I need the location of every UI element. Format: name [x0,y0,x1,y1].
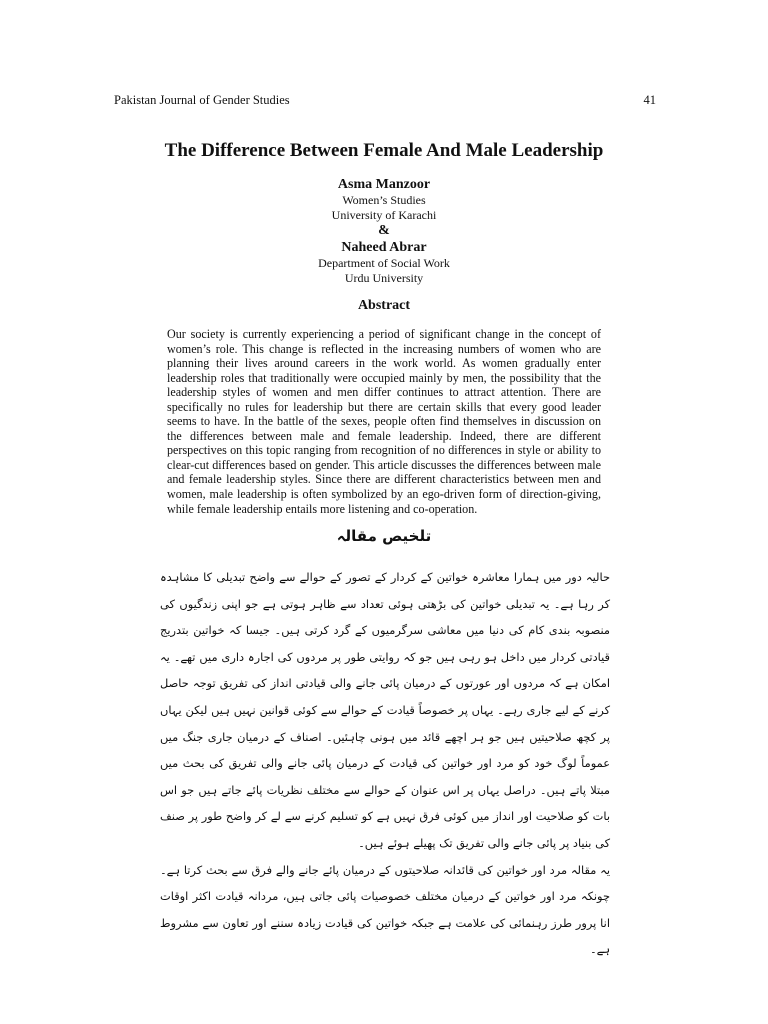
urdu-summary-body [160,564,610,963]
abstract-heading: Abstract [357,298,411,313]
author-institution: University of Karachi [331,208,437,222]
article-title: The Difference Between Female And Male Leadership [164,140,604,161]
author-institution: Urdu University [344,271,424,285]
abstract-text: Our society is currently experiencing a period of significant change in the concept of women’s role. This change is reflected in the increasing numbers of women who are planning their lives around careers in the work world. As women gradually enter leadership roles that traditionally were occupied mainly by men, the possibility that the leadership styles of women and men differ continues to attract attention. There are specifically no rules for leadership but there are certain skills that every good leader seems to have. In the battle of the sexes, people often find themselves in discussion on the differences between male and female leadership. Indeed, there are different perspectives on this topic ranging from recognition of no differences in style or ability to clear-cut differences based on gender. This article discusses the differences between male and female leadership styles. Since there are different characteristics between men and women, male leadership is often symbolized by an ego-driven form of direction-giving, while female leadership entails more listening and co-operation. [167,327,601,516]
running-header [114,93,656,109]
urdu-paragraph: حالیہ دور میں ہمارا معاشرہ خواتین کے کردار کے تصور کے حوالے سے واضح تبدیلی کا مشاہدہ کر رہا ہے۔ یہ تبدیلی خواتین کی بڑھتی ہوئی تعداد سے ظاہر ہوتی ہے جو اپنی زندگیوں کی منصوبہ بندی کام کی دنیا میں معاشی سرگرمیوں کے گرد کرتی ہیں۔ جیسا کہ خواتین بتدریج قیادتی کردار میں داخل ہو رہی ہیں جو کہ روایتی طور پر مردوں کی اجارہ داری میں تھے۔ یہ امکان ہے کہ مردوں اور عورتوں کے درمیان پائی جانے والی قیادتی انداز کی تفریق توجہ حاصل کرنے کے لیے جاری رہے۔ یہاں پر خصوصاً قیادت کے حوالے سے کوئی قوانین نہیں ہیں لیکن یہاں پر کچھ صلاحیتیں ہیں جو ہر اچھے قائد میں ہونی چاہئیں۔ اصناف کے درمیان جاری جنگ میں عموماً لوگ خود کو مرد اور خواتین کی قیادت کے درمیان پائی جانے والی تفریق کی بحث میں مبتلا پاتے ہیں۔ دراصل یہاں پر اس عنوان کے حوالے سے مختلف نظریات پائے جاتے ہیں جو اس بات کو صلاحیت اور انداز میں کوئی فرق نہیں ہے کو تسلیم کرنے سے لے کر واضح طور پر صنف کی بنیاد پر پائی جانے والی تفریق تک پھیلے ہوئے ہیں۔ [160,570,610,850]
author-name: Asma Manzoor [337,177,431,192]
author-block [0,176,768,286]
urdu-paragraph: یہ مقالہ مرد اور خواتین کی قائدانہ صلاحیتوں کے درمیان پائے جانے والے فرق سے بحث کرتا ہے۔ چونکہ مرد اور خواتین کے درمیان مختلف خصوصیات پائی جاتی ہیں، مردانہ قیادت اکثر اوقات انا پرور طرز رہنمائی کی علامت ہے جبکہ خواتین کی قیادت زیادہ سننے اور تعاون سے مشروط ہے۔ [160,862,610,957]
author-department: Women’s Studies [342,193,426,207]
page-number: 41 [643,93,656,107]
author-separator: & [378,223,390,238]
author-department: Department of Social Work [318,256,450,270]
author-name: Naheed Abrar [341,240,427,255]
journal-name: Pakistan Journal of Gender Studies [114,93,290,107]
urdu-summary-heading: تلخیص مقالہ [336,527,432,545]
